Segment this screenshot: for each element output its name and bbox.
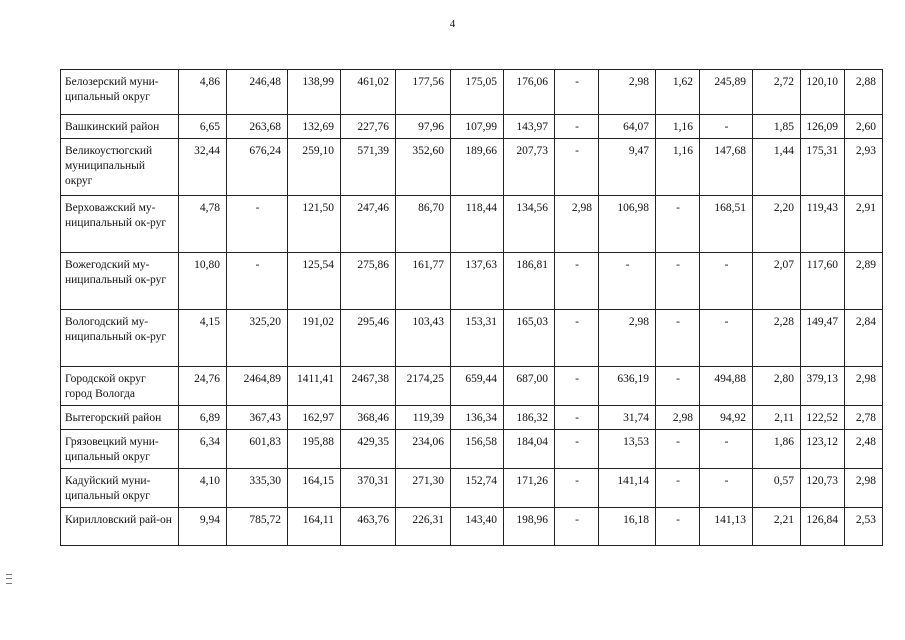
- value-cell: -: [656, 430, 700, 469]
- table-row: [61, 70, 883, 115]
- value-cell: 2,21: [753, 508, 801, 546]
- value-cell: -: [656, 508, 700, 546]
- table-row: [61, 406, 883, 430]
- municipality-name-cell: Кирилловский рай-он: [61, 508, 179, 546]
- value-cell: 295,46: [341, 310, 396, 367]
- value-cell: 153,31: [451, 310, 504, 367]
- value-cell: 234,06: [396, 430, 451, 469]
- municipality-name-cell: Вашкинский район: [61, 115, 179, 139]
- value-cell: 1411,41: [288, 367, 341, 406]
- value-cell: -: [656, 367, 700, 406]
- value-cell: 13,53: [599, 430, 656, 469]
- value-cell: 175,31: [801, 139, 845, 196]
- value-cell: 2,72: [753, 70, 801, 115]
- value-cell: 785,72: [227, 508, 288, 546]
- value-cell: 1,44: [753, 139, 801, 196]
- value-cell: 368,46: [341, 406, 396, 430]
- value-cell: 2,84: [845, 310, 883, 367]
- value-cell: -: [700, 115, 753, 139]
- value-cell: 164,15: [288, 469, 341, 508]
- value-cell: -: [700, 253, 753, 310]
- value-cell: 186,32: [504, 406, 555, 430]
- value-cell: 226,31: [396, 508, 451, 546]
- value-cell: 2467,38: [341, 367, 396, 406]
- value-cell: 119,43: [801, 196, 845, 253]
- value-cell: 126,84: [801, 508, 845, 546]
- value-cell: 195,88: [288, 430, 341, 469]
- value-cell: 126,09: [801, 115, 845, 139]
- value-cell: -: [555, 469, 599, 508]
- value-cell: 121,50: [288, 196, 341, 253]
- value-cell: -: [599, 253, 656, 310]
- value-cell: 24,76: [179, 367, 227, 406]
- value-cell: -: [555, 367, 599, 406]
- value-cell: 141,13: [700, 508, 753, 546]
- table-row: [61, 367, 883, 406]
- value-cell: 247,46: [341, 196, 396, 253]
- value-cell: -: [555, 508, 599, 546]
- value-cell: 245,89: [700, 70, 753, 115]
- value-cell: 1,85: [753, 115, 801, 139]
- value-cell: 275,86: [341, 253, 396, 310]
- value-cell: 156,58: [451, 430, 504, 469]
- value-cell: 2,28: [753, 310, 801, 367]
- value-cell: 4,86: [179, 70, 227, 115]
- value-cell: 97,96: [396, 115, 451, 139]
- value-cell: 94,92: [700, 406, 753, 430]
- value-cell: -: [555, 310, 599, 367]
- value-cell: 2,60: [845, 115, 883, 139]
- value-cell: 86,70: [396, 196, 451, 253]
- value-cell: 1,86: [753, 430, 801, 469]
- value-cell: 122,52: [801, 406, 845, 430]
- value-cell: 118,44: [451, 196, 504, 253]
- value-cell: 6,34: [179, 430, 227, 469]
- value-cell: 571,39: [341, 139, 396, 196]
- data-table: [60, 69, 883, 546]
- value-cell: 687,00: [504, 367, 555, 406]
- value-cell: 107,99: [451, 115, 504, 139]
- table-row: [61, 310, 883, 367]
- value-cell: 2174,25: [396, 367, 451, 406]
- value-cell: 6,65: [179, 115, 227, 139]
- value-cell: 636,19: [599, 367, 656, 406]
- value-cell: 32,44: [179, 139, 227, 196]
- value-cell: 177,56: [396, 70, 451, 115]
- value-cell: 494,88: [700, 367, 753, 406]
- value-cell: 143,40: [451, 508, 504, 546]
- value-cell: 138,99: [288, 70, 341, 115]
- value-cell: 4,78: [179, 196, 227, 253]
- municipality-name-cell: Грязовецкий муни-ципальный округ: [61, 430, 179, 469]
- value-cell: 259,10: [288, 139, 341, 196]
- value-cell: 2,91: [845, 196, 883, 253]
- value-cell: 1,16: [656, 139, 700, 196]
- value-cell: 676,24: [227, 139, 288, 196]
- value-cell: -: [227, 196, 288, 253]
- value-cell: 2,80: [753, 367, 801, 406]
- value-cell: 1,62: [656, 70, 700, 115]
- municipality-name-cell: Белозерский муни-ципальный округ: [61, 70, 179, 115]
- value-cell: -: [555, 253, 599, 310]
- value-cell: 2,88: [845, 70, 883, 115]
- value-cell: 367,43: [227, 406, 288, 430]
- value-cell: 227,76: [341, 115, 396, 139]
- value-cell: 601,83: [227, 430, 288, 469]
- value-cell: 176,06: [504, 70, 555, 115]
- value-cell: 120,10: [801, 70, 845, 115]
- value-cell: 2,98: [555, 196, 599, 253]
- value-cell: 137,63: [451, 253, 504, 310]
- page-number: 4: [449, 18, 456, 30]
- value-cell: -: [656, 196, 700, 253]
- value-cell: 134,56: [504, 196, 555, 253]
- value-cell: 191,02: [288, 310, 341, 367]
- value-cell: -: [700, 430, 753, 469]
- value-cell: 325,20: [227, 310, 288, 367]
- value-cell: 2464,89: [227, 367, 288, 406]
- value-cell: 164,11: [288, 508, 341, 546]
- value-cell: 2,53: [845, 508, 883, 546]
- value-cell: 2,11: [753, 406, 801, 430]
- value-cell: 165,03: [504, 310, 555, 367]
- value-cell: 141,14: [599, 469, 656, 508]
- value-cell: 189,66: [451, 139, 504, 196]
- table-row: [61, 196, 883, 253]
- value-cell: 31,74: [599, 406, 656, 430]
- value-cell: 123,12: [801, 430, 845, 469]
- value-cell: 147,68: [700, 139, 753, 196]
- value-cell: 2,89: [845, 253, 883, 310]
- municipality-name-cell: Городской округ город Вологда: [61, 367, 179, 406]
- value-cell: 143,97: [504, 115, 555, 139]
- value-cell: 2,48: [845, 430, 883, 469]
- table-row: [61, 469, 883, 508]
- value-cell: 9,94: [179, 508, 227, 546]
- table-row: [61, 430, 883, 469]
- value-cell: 64,07: [599, 115, 656, 139]
- value-cell: 352,60: [396, 139, 451, 196]
- value-cell: 149,47: [801, 310, 845, 367]
- value-cell: 271,30: [396, 469, 451, 508]
- value-cell: -: [555, 139, 599, 196]
- margin-mark: [6, 574, 12, 584]
- value-cell: 263,68: [227, 115, 288, 139]
- value-cell: 2,98: [599, 70, 656, 115]
- municipality-name-cell: Верховажский му-ниципальный ок-руг: [61, 196, 179, 253]
- value-cell: -: [227, 253, 288, 310]
- value-cell: 659,44: [451, 367, 504, 406]
- value-cell: 2,98: [845, 469, 883, 508]
- value-cell: 16,18: [599, 508, 656, 546]
- value-cell: 175,05: [451, 70, 504, 115]
- value-cell: -: [656, 253, 700, 310]
- value-cell: 461,02: [341, 70, 396, 115]
- value-cell: -: [700, 469, 753, 508]
- value-cell: 136,34: [451, 406, 504, 430]
- value-cell: 2,07: [753, 253, 801, 310]
- municipality-name-cell: Вожегодский му-ниципальный ок-руг: [61, 253, 179, 310]
- table-row: [61, 139, 883, 196]
- value-cell: 10,80: [179, 253, 227, 310]
- value-cell: -: [656, 310, 700, 367]
- table-row: [61, 508, 883, 546]
- value-cell: 2,98: [845, 367, 883, 406]
- value-cell: 161,77: [396, 253, 451, 310]
- value-cell: 171,26: [504, 469, 555, 508]
- value-cell: 117,60: [801, 253, 845, 310]
- table-row: [61, 115, 883, 139]
- value-cell: 2,93: [845, 139, 883, 196]
- value-cell: 120,73: [801, 469, 845, 508]
- municipality-name-cell: Вытегорский район: [61, 406, 179, 430]
- municipality-name-cell: Вологодский му-ниципальный ок-руг: [61, 310, 179, 367]
- value-cell: -: [555, 430, 599, 469]
- value-cell: 335,30: [227, 469, 288, 508]
- value-cell: 370,31: [341, 469, 396, 508]
- value-cell: 2,78: [845, 406, 883, 430]
- value-cell: 132,69: [288, 115, 341, 139]
- value-cell: 207,73: [504, 139, 555, 196]
- municipality-name-cell: Кадуйский муни-ципальный округ: [61, 469, 179, 508]
- value-cell: 6,89: [179, 406, 227, 430]
- municipality-name-cell: Великоустюгский муниципальный округ: [61, 139, 179, 196]
- value-cell: 125,54: [288, 253, 341, 310]
- value-cell: 168,51: [700, 196, 753, 253]
- value-cell: 4,10: [179, 469, 227, 508]
- value-cell: 184,04: [504, 430, 555, 469]
- value-cell: 2,98: [599, 310, 656, 367]
- value-cell: 103,43: [396, 310, 451, 367]
- value-cell: 429,35: [341, 430, 396, 469]
- value-cell: 162,97: [288, 406, 341, 430]
- value-cell: 463,76: [341, 508, 396, 546]
- value-cell: 198,96: [504, 508, 555, 546]
- value-cell: 2,20: [753, 196, 801, 253]
- value-cell: 9,47: [599, 139, 656, 196]
- table-row: [61, 253, 883, 310]
- value-cell: -: [700, 310, 753, 367]
- value-cell: 152,74: [451, 469, 504, 508]
- value-cell: 246,48: [227, 70, 288, 115]
- value-cell: -: [555, 115, 599, 139]
- value-cell: -: [555, 70, 599, 115]
- value-cell: -: [555, 406, 599, 430]
- value-cell: 4,15: [179, 310, 227, 367]
- value-cell: 379,13: [801, 367, 845, 406]
- value-cell: 186,81: [504, 253, 555, 310]
- value-cell: 1,16: [656, 115, 700, 139]
- value-cell: 106,98: [599, 196, 656, 253]
- value-cell: 119,39: [396, 406, 451, 430]
- value-cell: 0,57: [753, 469, 801, 508]
- table-body: [61, 70, 883, 546]
- value-cell: -: [656, 469, 700, 508]
- value-cell: 2,98: [656, 406, 700, 430]
